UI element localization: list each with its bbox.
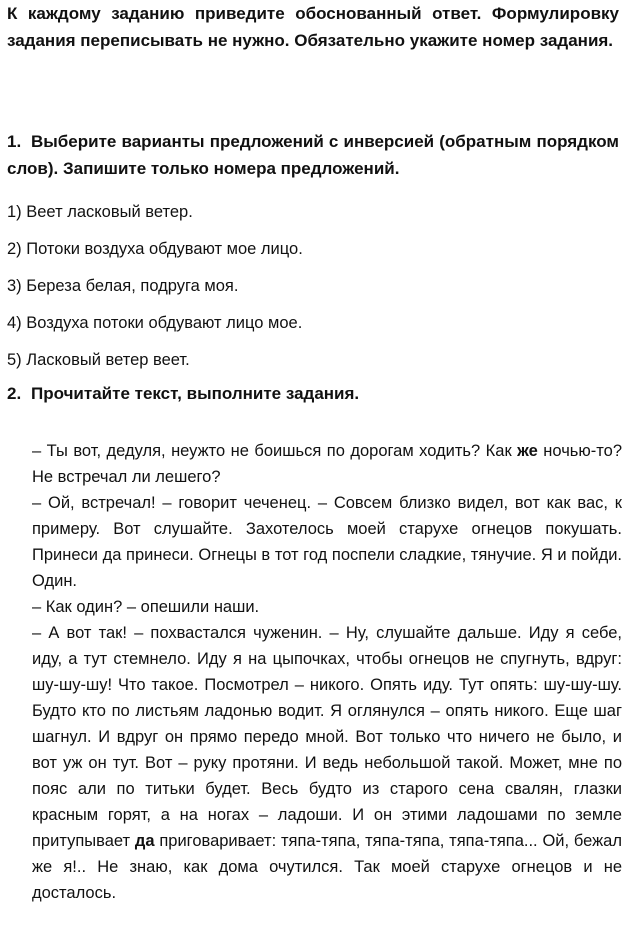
task-1-text: Выберите варианты предложений с инверсией (обратным порядком слов). Запишите только номера предложений. [7, 132, 619, 178]
story-p4-end: приговаривает: тяпа-тяпа, тяпа-тяпа, тяпа-тяпа... Ой, бежал же я!.. Не знаю, как дома очутился. Так моей старухе огнецов и не досталось. [32, 832, 622, 902]
task-1-options [7, 194, 607, 379]
task-1-number: 1. [7, 132, 22, 151]
story-paragraph-2: – Ой, встречал! – говорит чеченец. – Совсем близко видел, вот как вас, к примеру. Вот слушайте. Захотелось моей старухе огнецов покушать. Принеси да принеси. Огнецы в тот год поспели сладкие, тянучие. Я и пойди. Один. [32, 494, 622, 590]
story-p4-bold-word: да [134, 832, 155, 850]
story-p1-bold-word: же [517, 442, 538, 460]
story-p4-start: – А вот так! – похвастался чуженин. – Ну, слушайте дальше. Иду я себе, иду, а тут стемнело. Иду я на цыпочках, чтобы огнецов не спугнуть, вдруг: шу-шу-шу! Что такое. Посмотрел – никого. Опять иду. Тут опять: шу-шу-шу. Будто кто по листьям ладонью водит. Я оглянулся – опять никого. Еще шаг шагнул. И вдруг он прямо передо мной. Вот только что ничего не было, и вот уж он тут. Вот – руку протяни. И ведь небольшой такой. Может, мне по пояс али по титьки будет. Весь будто из старого сена свалян, глазки красным горят, а на ногах – ладоши. И он этими ладошами по земле притупывает [32, 624, 622, 850]
task-2-text: Прочитайте текст, выполните задания. [31, 384, 360, 403]
option-4: 4) Воздуха потоки обдувают лицо мое. [7, 314, 303, 332]
story-paragraph-3: – Как один? – опешили наши. [32, 598, 260, 616]
option-3: 3) Береза белая, подруга моя. [7, 277, 239, 295]
task-2-number: 2. [7, 384, 22, 403]
option-1: 1) Веет ласковый ветер. [7, 203, 193, 221]
task-1-heading [7, 128, 619, 182]
instructions-text: К каждому заданию приведите обоснованный ответ. Формулировку задания переписывать не нужно. Обязательно укажите номер задания. [7, 4, 619, 50]
story-p1-start: – Ты вот, дедуля, неужто не боишься по дорогам ходить? Как [32, 442, 518, 460]
story-text [32, 438, 622, 906]
option-2: 2) Потоки воздуха обдувают мое лицо. [7, 240, 303, 258]
task-2-heading [7, 380, 607, 408]
story-paragraph-1 [32, 438, 622, 490]
story-paragraph-4 [32, 620, 622, 906]
option-5: 5) Ласковый ветер веет. [7, 351, 190, 369]
story-p1-end: ночью-то? Не встречал ли лешего? [32, 442, 622, 486]
